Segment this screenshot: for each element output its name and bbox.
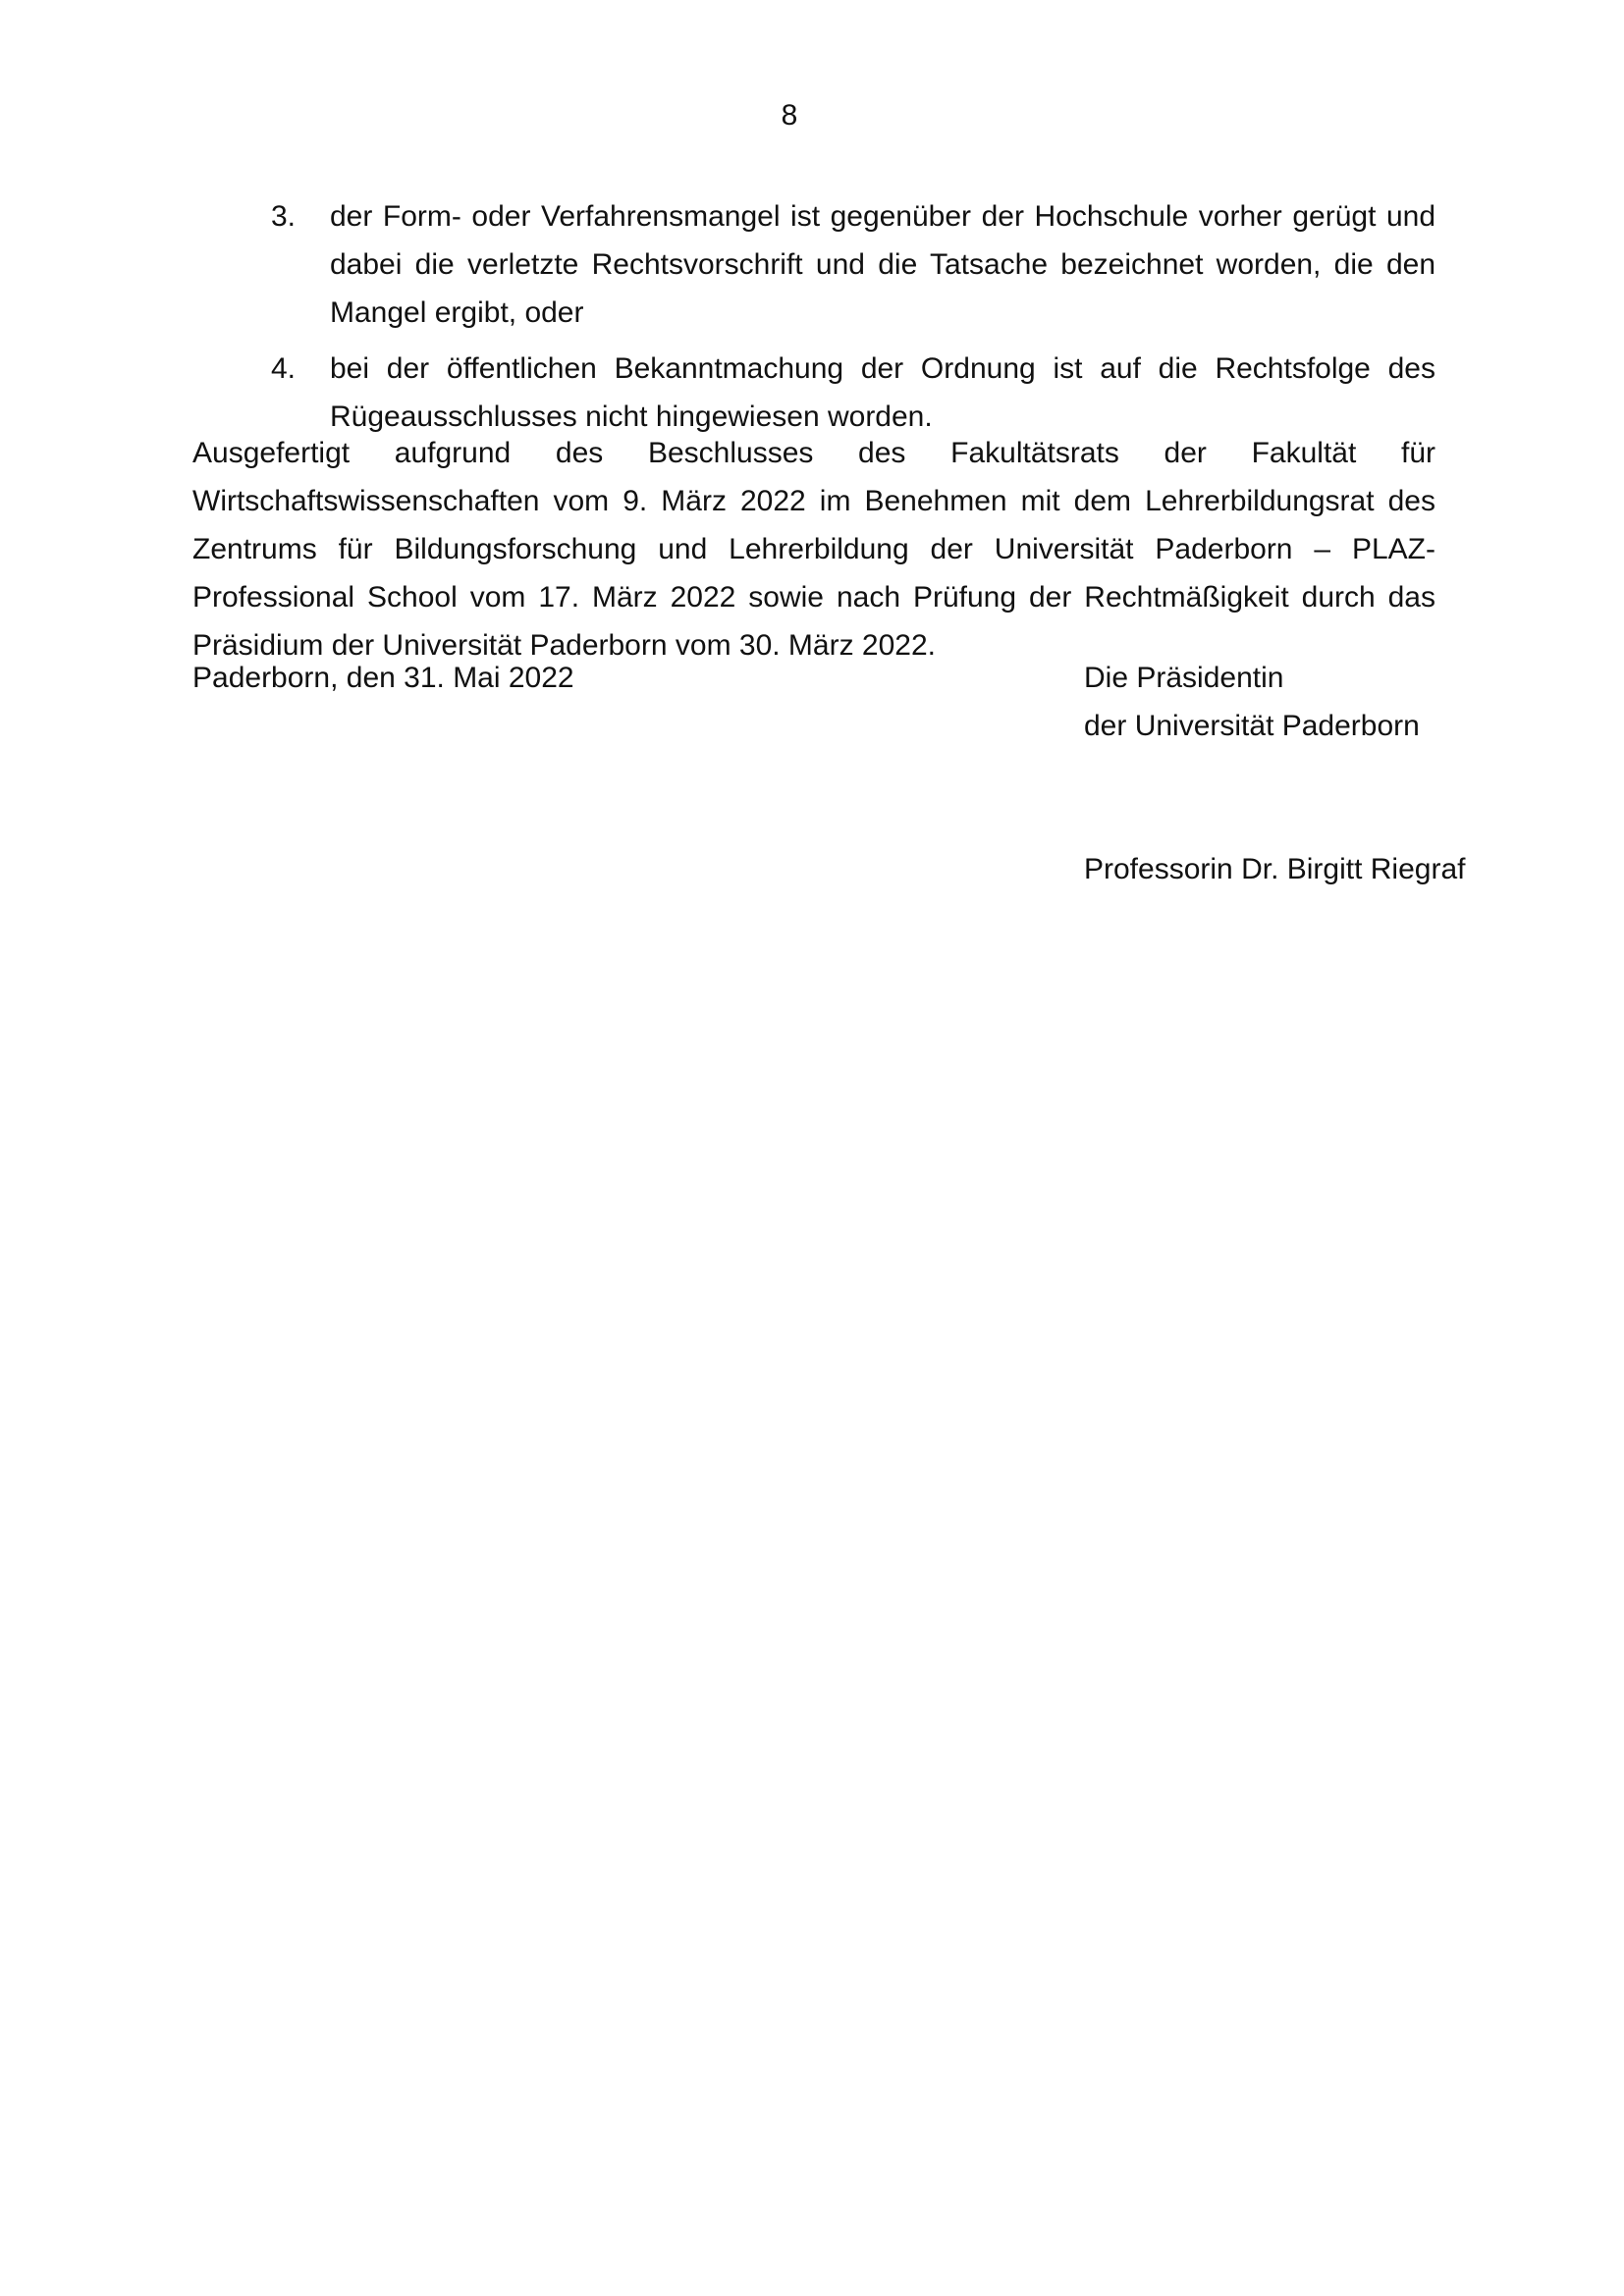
list-item	[192, 345, 1435, 441]
list-item-number: 3.	[271, 200, 297, 233]
execution-paragraph: Ausgefertigt aufgrund des Beschlusses des Fakultätsrats der Fakultät für Wirtschaftswissenschaften vom 9. März 2022 im Benehmen mit dem Lehrerbildungsrat des Zentrums für Bildungsforschung und Lehrerbildung der Universität Paderborn – PLAZ-Professional School vom 17. März 2022 sowie nach Prüfung der Rechtmäßigkeit durch das Präsidium der Universität Paderborn vom 30. März 2022.	[192, 437, 1435, 662]
page-number: 8	[781, 99, 798, 132]
signer-name: Professorin Dr. Birgitt Riegraf	[1084, 853, 1466, 885]
list-item-text: bei der öffentlichen Bekanntmachung der Ordnung ist auf die Rechtsfolge des Rügeausschlusses nicht hingewiesen worden.	[330, 352, 1435, 433]
numbered-list	[192, 192, 1435, 449]
list-item-text: der Form- oder Verfahrensmangel ist gegenüber der Hochschule vorher gerügt und dabei die verletzte Rechtsvorschrift und die Tatsache bezeichnet worden, die den Mangel ergibt, oder	[330, 200, 1435, 329]
list-item-number: 4.	[271, 352, 297, 385]
signer-title-line1: Die Präsidentin	[1084, 662, 1284, 694]
place-date: Paderborn, den 31. Mai 2022	[192, 662, 574, 694]
signer-title-line2: der Universität Paderborn	[1084, 710, 1420, 742]
list-item	[192, 192, 1435, 337]
signer-title	[1084, 654, 1420, 750]
